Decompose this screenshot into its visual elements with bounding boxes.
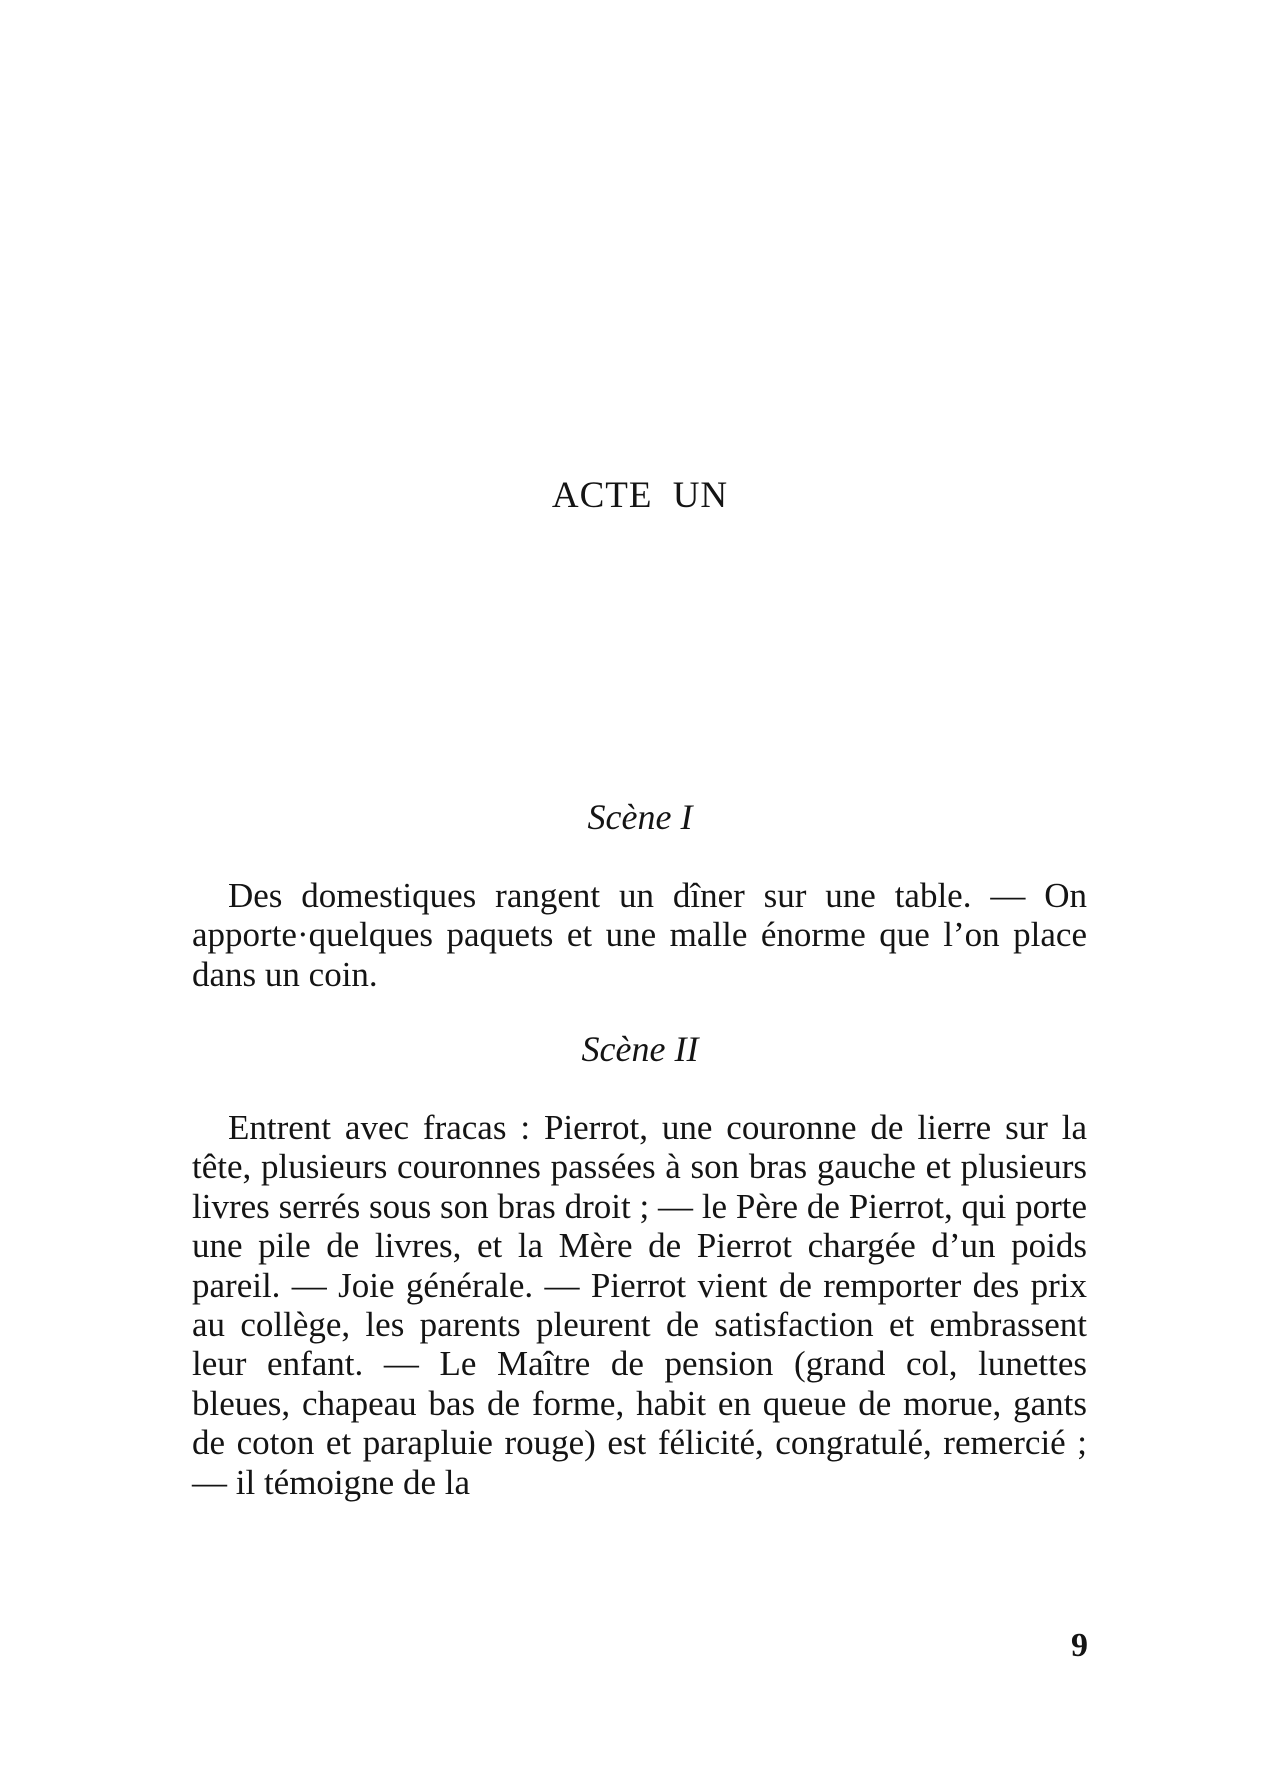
scene-1-title: Scène I <box>587 797 693 837</box>
scene-2-stage-direction: Entrent avec fracas : Pierrot, une couronne de lierre sur la tête, plusieurs couronnes passées à son bras gauche et plusieurs livres serrés sous son bras droit ; — le Père de Pierrot, qui porte une pile de livres, et la Mère de Pierrot chargée d’un poids pareil. — Joie générale. — Pierrot vient de remporter des prix au collège, les parents pleurent de satisfaction et embrassent leur enfant. — Le Maître de pension (grand col, lunettes bleues, chapeau bas de forme, habit en queue de morue, gants de coton et parapluie rouge) est félicité, congratulé, remercié ; — il témoigne de la <box>192 1108 1087 1502</box>
page-number: 9 <box>1071 1627 1088 1664</box>
scene-1-stage-direction: Des domestiques rangent un dîner sur une table. — On apporte·quelques paquets et une malle énorme que l’on place dans un coin. <box>192 876 1087 994</box>
act-title: ACTE UN <box>551 475 729 516</box>
scene-2-title: Scène II <box>581 1029 699 1069</box>
